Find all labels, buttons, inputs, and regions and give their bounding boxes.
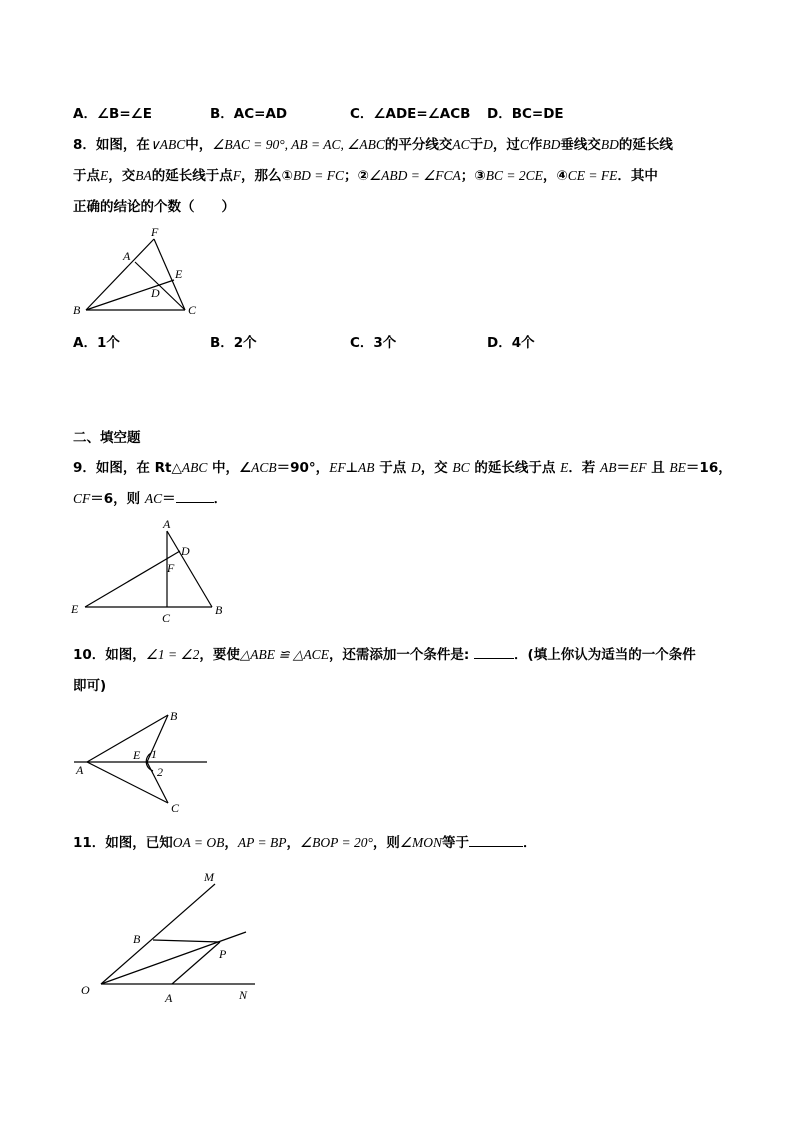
q11-line: 11．如图，已知OA = OB，AP = BP，∠BOP = 20°，则∠MON等于 ． [73,835,537,851]
q11-label-a: A [165,991,173,1005]
q11-label-n: N [239,988,248,1002]
q10-line-1: 10．如图，∠1 = ∠2，要使△ABE ≌ △ACE，还需添加一个条件是: ．(填上你认为适当的一个条件 [73,647,696,663]
q11-label-p: P [219,947,227,961]
q11-label-b: B [133,932,141,946]
q9-label-a: A [163,517,171,531]
q10-label-c: C [171,801,180,815]
q9-label-e: E [71,602,79,616]
q11-label-m: M [204,870,214,884]
q10-label-a: A [76,763,84,777]
q10-line-2: 即可) [73,678,107,694]
q7-option-b: B．AC=AD [210,106,288,122]
q10-label-2: 2 [157,765,163,779]
q9-label-c: C [162,611,171,625]
q8-label-e: E [175,267,183,281]
q8-label-b: B [73,303,81,317]
q7-option-c: C．∠ADE=∠ACB [350,106,471,122]
q8-label-d: D [151,286,160,300]
q10-label-b: B [170,709,178,723]
q9-label-b: B [215,603,223,617]
q9-line-1: 9．如图，在 Rt△ABC 中，∠ACB＝90°，EF⊥AB 于点 D，交 BC 的延长线于点 E．若 AB＝EF 且 BE＝16， [73,460,732,476]
q8-line-3: 正确的结论的个数（ ） [73,199,235,215]
q8-label-c: C [188,303,197,317]
q10-label-e: E [133,748,141,762]
section-title: 二、填空题 [73,430,141,446]
q8-label-f: F [151,225,159,239]
q9-line-2: CF＝6，则 AC＝ ． [73,491,228,507]
q9-label-d: D [181,544,190,558]
q8-label-a: A [123,249,131,263]
q8-line-2: 于点E，交BA的延长线于点F，那么①BD = FC；②∠ABD = ∠FCA；③BC = 2CE，④CE = FE．其中 [73,168,658,184]
q8-option-d: D．4个 [487,335,535,351]
q9-label-f: F [167,561,175,575]
q11-label-o: O [81,983,90,997]
q10-label-1: 1 [151,747,157,761]
q8-option-a: A．1个 [73,335,120,351]
q8-option-b: B．2个 [210,335,257,351]
q7-option-d: D．BC=DE [487,106,564,122]
q8-line-1: 8．如图，在∨ABC中，∠BAC = 90°, AB = AC, ∠ABC的平分线交AC于D，过C作BD垂线交BD的延长线 [73,137,673,153]
q7-option-a: A．∠B=∠E [73,106,152,122]
q8-option-c: C．3个 [350,335,397,351]
